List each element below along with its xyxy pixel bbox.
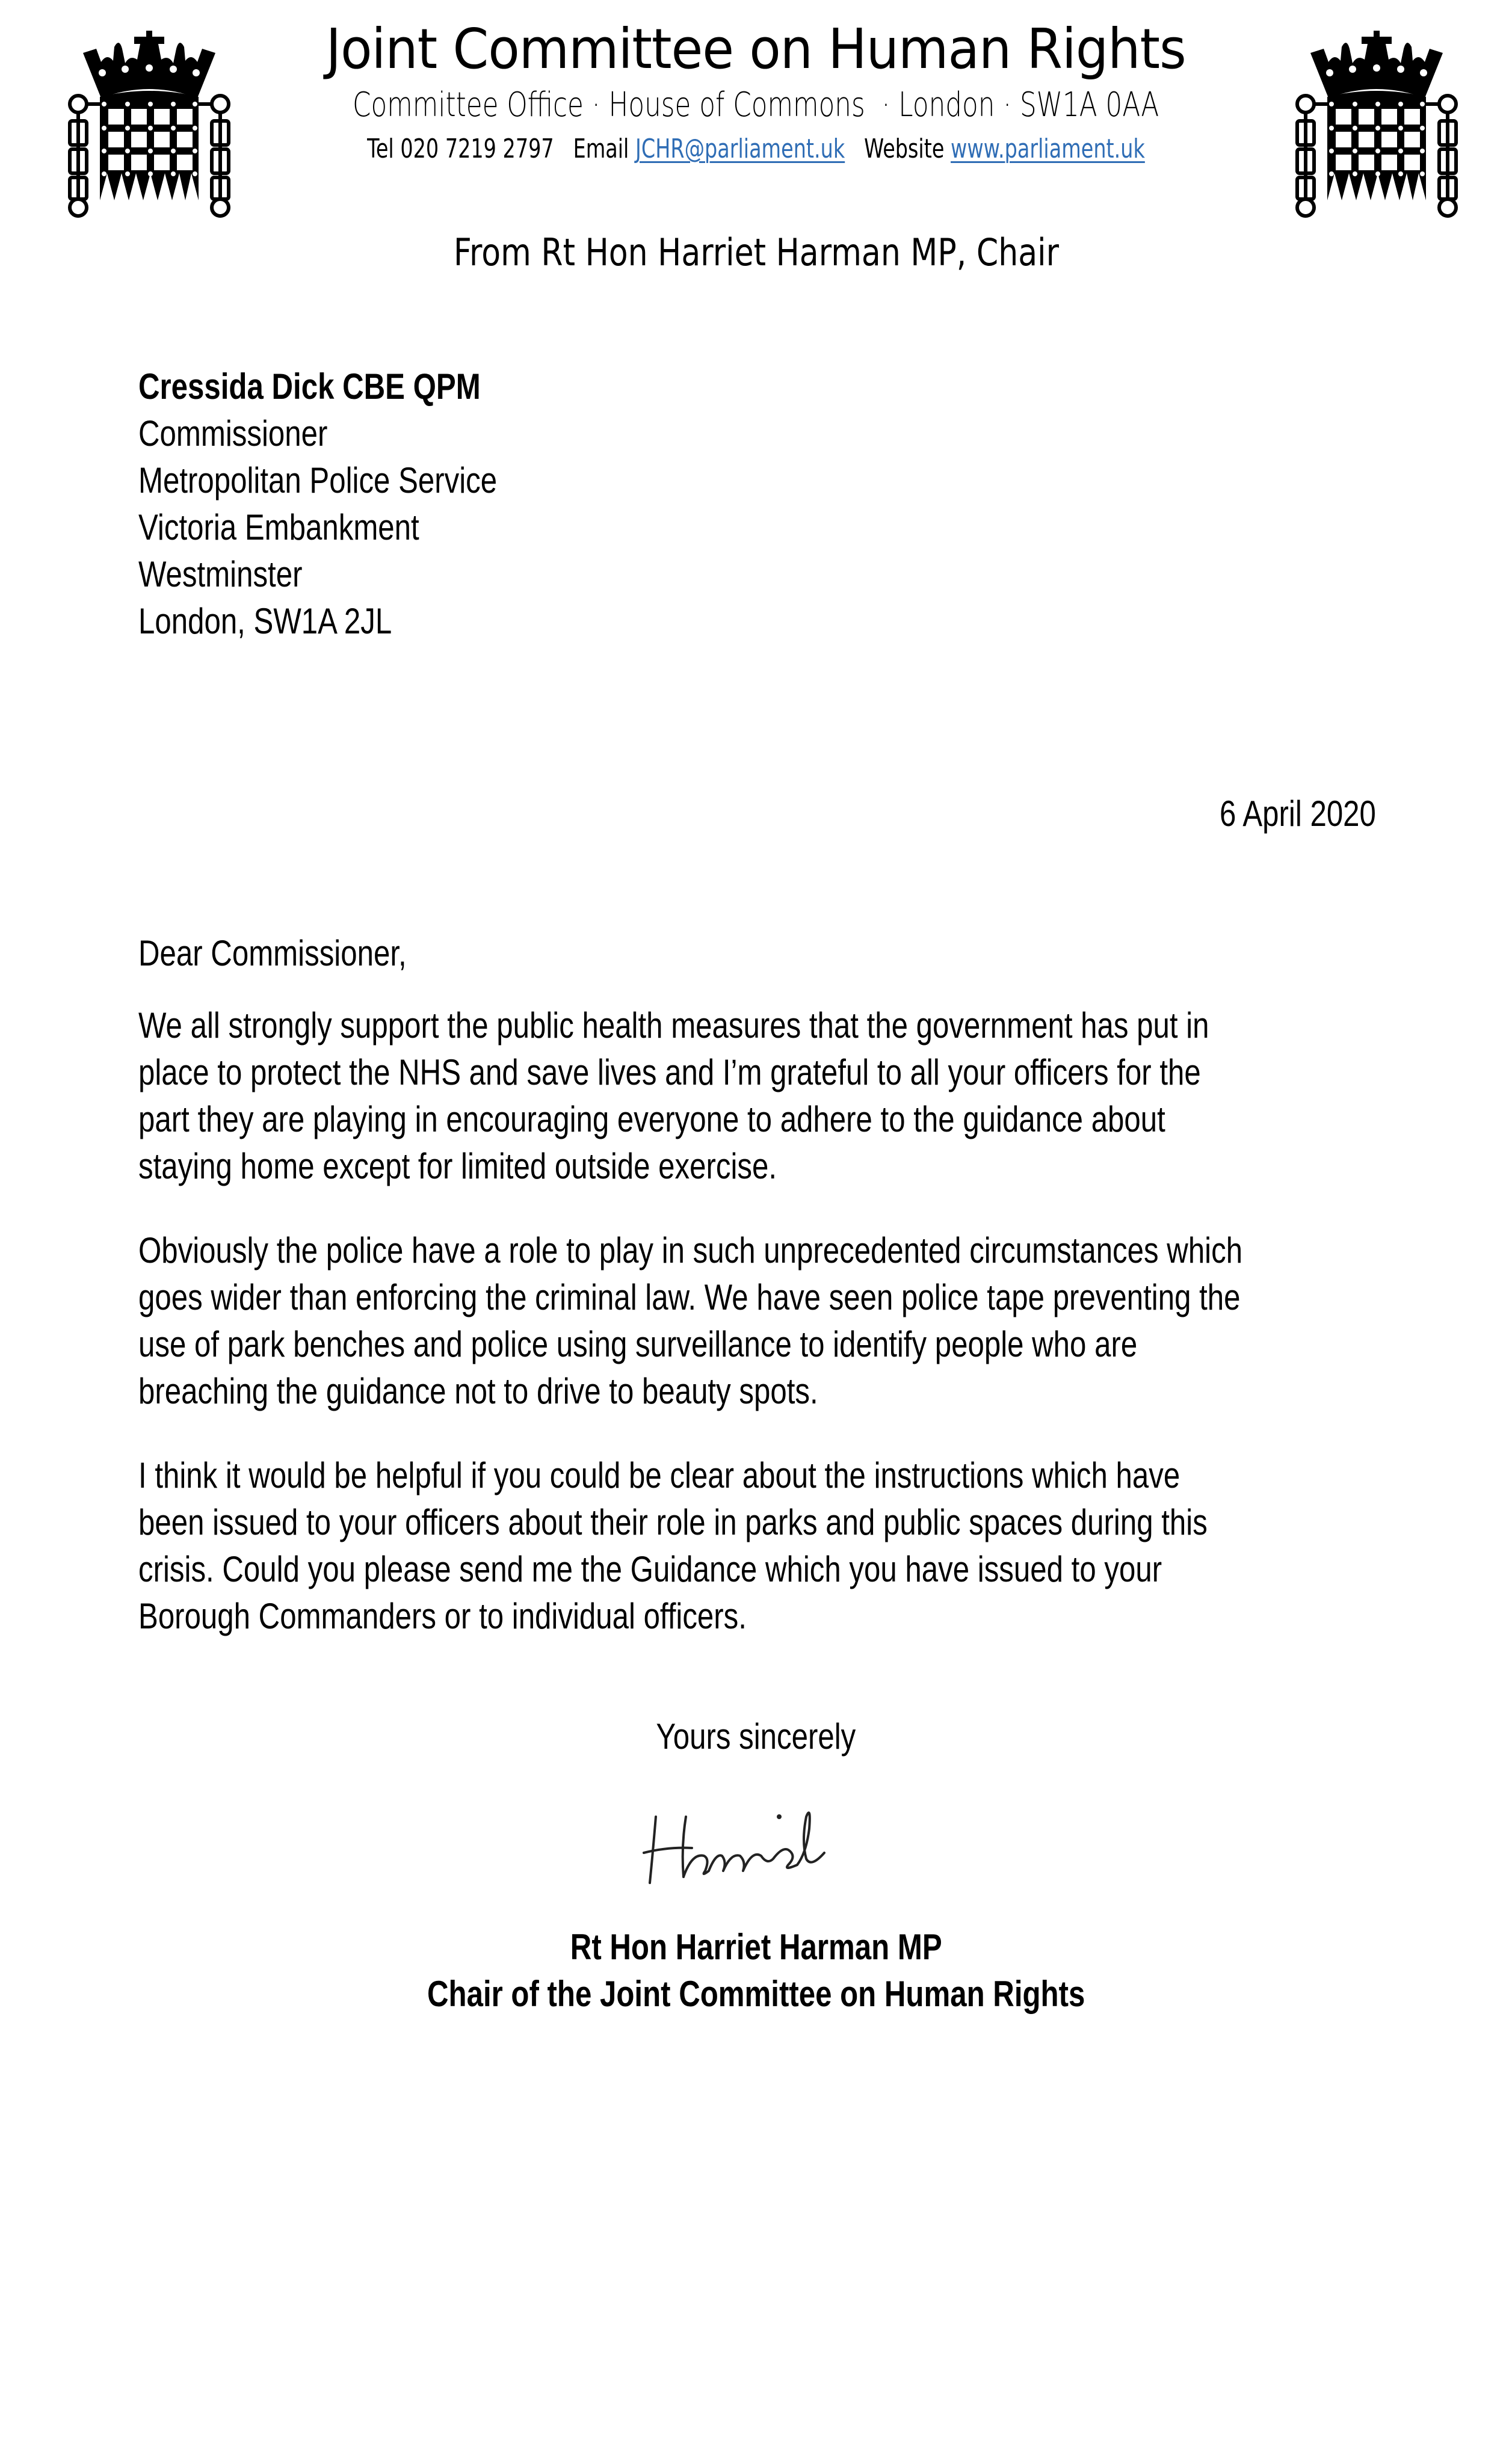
salutation-text: Dear Commissioner, <box>138 933 407 973</box>
paragraph-line: goes wider than enforcing the criminal law. We have seen police tape preventing the <box>138 1277 1241 1317</box>
letterhead-address-text: Committee Office · House of Commons · London · SW1A 0AA <box>353 85 1159 125</box>
signature-graphic <box>626 1781 866 1901</box>
handwritten-signature-icon <box>626 1781 866 1901</box>
tel-label: Tel <box>367 134 394 164</box>
paragraph-line: I think it would be helpful if you could be clear about the instructions which have <box>138 1455 1180 1495</box>
recipient-name: Cressida Dick CBE QPM <box>138 366 481 407</box>
paragraph-line: Obviously the police have a role to play in such unprecedented circumstances which <box>138 1230 1243 1270</box>
paragraph-line: Borough Commanders or to individual officers. <box>138 1596 747 1636</box>
paragraph-line: been issued to your officers about their role in parks and public spaces during this <box>138 1502 1208 1542</box>
from-line <box>0 230 1512 274</box>
signatory-role-text: Chair of the Joint Committee on Human Rights <box>427 1974 1085 2014</box>
paragraph-line: breaching the guidance not to drive to beauty spots. <box>138 1371 818 1411</box>
closing <box>0 1713 1512 1760</box>
recipient-address-line: Metropolitan Police Service <box>138 460 498 500</box>
recipient-address-line: Victoria Embankment <box>138 507 419 547</box>
salutation <box>138 930 466 977</box>
letter-date <box>1185 790 1376 837</box>
signatory-role <box>0 1971 1512 2018</box>
letterhead-address <box>0 85 1512 125</box>
letterhead-title-text: Joint Committee on Human Rights <box>326 17 1186 81</box>
tel-number: 020 7219 2797 <box>400 134 554 164</box>
body-paragraph <box>138 1002 1444 1190</box>
letterhead-contact <box>0 134 1512 164</box>
from-line-text: From Rt Hon Harriet Harman MP, Chair <box>453 230 1059 274</box>
paragraph-line: crisis. Could you please send me the Guidance which you have issued to your <box>138 1549 1162 1589</box>
body-paragraph <box>138 1227 1485 1415</box>
paragraph-line: We all strongly support the public health measures that the government has put in <box>138 1005 1209 1046</box>
website-link[interactable]: www.parliament.uk <box>951 134 1145 164</box>
signatory-name-text: Rt Hon Harriet Harman MP <box>570 1927 942 1967</box>
recipient-address-line: Commissioner <box>138 413 328 454</box>
letterhead-title <box>0 17 1512 81</box>
recipient-address-line: Westminster <box>138 554 303 594</box>
body-paragraph <box>138 1452 1442 1640</box>
recipient-address <box>138 363 576 645</box>
recipient-address-line: London, SW1A 2JL <box>138 601 392 641</box>
paragraph-line: staying home except for limited outside exercise. <box>138 1146 777 1186</box>
paragraph-line: place to protect the NHS and save lives and I’m grateful to all your officers for the <box>138 1052 1201 1092</box>
email-label: Email <box>573 134 629 164</box>
signatory-name <box>0 1924 1512 1971</box>
paragraph-line: use of park benches and police using surveillance to identify people who are <box>138 1324 1138 1364</box>
closing-text: Yours sincerely <box>656 1716 856 1757</box>
email-link[interactable]: JCHR@parliament.uk <box>635 134 845 164</box>
letter-date-text: 6 April 2020 <box>1220 793 1376 834</box>
website-label: Website <box>864 134 945 164</box>
paragraph-line: part they are playing in encouraging everyone to adhere to the guidance about <box>138 1099 1165 1139</box>
